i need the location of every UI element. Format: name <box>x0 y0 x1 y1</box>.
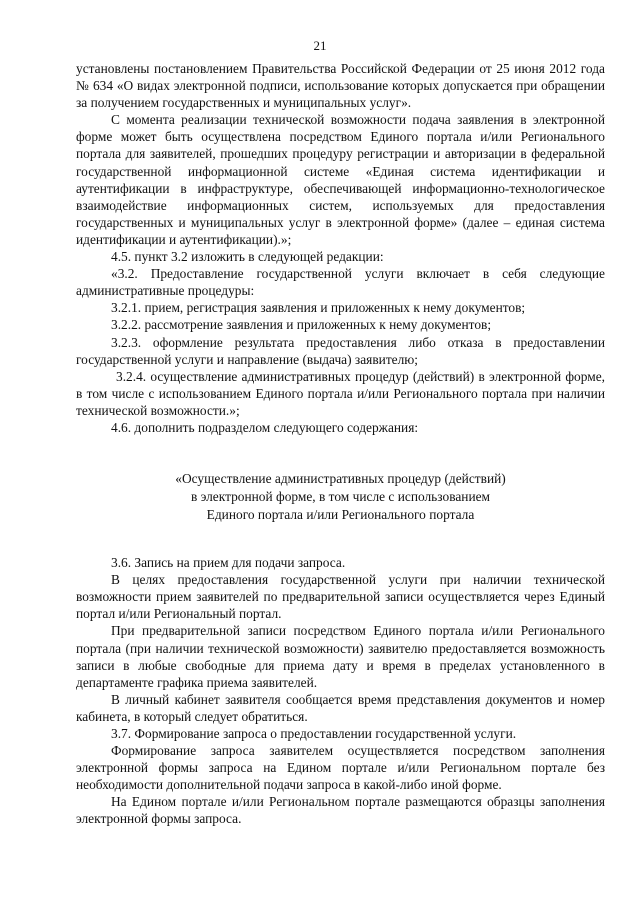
heading-line-3: Единого портала и/или Регионального портала <box>206 507 475 523</box>
paragraph-signature-law: установлены постановлением Правительства Российской Федерации от 25 июня 2012 года № 634 «О видах электронной подписи, использование которых допускается при обращении за получением государственных и муниципальных услуг». <box>76 61 605 111</box>
paragraph-form-samples: На Едином портале и/или Региональном портале размещаются образцы заполнения электронной формы запроса. <box>76 794 605 827</box>
paragraph-electronic-submission: С момента реализации технической возможности подача заявления в электронной форме может быть осуществлена посредством Единого портала и/или Регионального портала для заявителей, прошедших процедуру регистрации и авторизации в федеральной государственной информационной системе «Единая система идентификации и аутентификации в инфраструктуре, обеспечивающей информационно-технологическое взаимодействие информационных систем, используемых для предоставления государственных и муниципальных услуг в электронной форме» (далее – единая система идентификации и аутентификации).»; <box>76 112 605 247</box>
paragraph-item-3-6: 3.6. Запись на прием для подачи запроса. <box>111 555 346 571</box>
paragraph-item-3-2-2: 3.2.2. рассмотрение заявления и приложенных к нему документов; <box>111 317 492 333</box>
paragraph-item-3-2: «3.2. Предоставление государственной услуги включает в себя следующие административные процедуры: <box>76 266 605 299</box>
subsection-heading <box>76 470 605 524</box>
paragraph-item-3-2-4: 3.2.4. осуществление административных процедур (действий) в электронной форме, в том числе с использованием Единого портала и/или Регионального портала при наличии технической возможности.»; <box>76 368 605 418</box>
paragraph-request-forming: Формирование запроса заявителем осуществляется посредством заполнения электронной формы запроса на Едином портале и/или Региональном портале без необходимости дополнительной подачи запроса в какой-либо иной форме. <box>76 743 605 793</box>
document-body <box>76 60 605 828</box>
page-number: 21 <box>313 38 327 53</box>
heading-line-1: «Осуществление административных процедур (действий) <box>175 471 506 487</box>
paragraph-item-3-7: 3.7. Формирование запроса о предоставлении государственной услуги. <box>111 726 517 741</box>
paragraph-appointment-purpose: В целях предоставления государственной услуги при наличии технической возможности прием заявителей по предварительной записи осуществляется через Единый портал и/или Региональный портал. <box>76 572 605 622</box>
paragraph-item-4-6: 4.6. дополнить подразделом следующего содержания: <box>111 419 419 435</box>
paragraph-item-3-2-3: 3.2.3. оформление результата предоставления либо отказа в предоставлении государственной услуги и направление (выдача) заявителю; <box>76 334 605 367</box>
heading-line-2: в электронной форме, в том числе с использованием <box>190 489 491 505</box>
paragraph-item-4-5: 4.5. пункт 3.2 изложить в следующей редакции: <box>111 249 384 265</box>
paragraph-appointment-portal: При предварительной записи посредством Единого портала и/или Регионального портала (при наличии технической возможности) заявителю предоставляется возможность записи в любые свободные для приема дату и время в пределах установленного в департаменте графика приема заявителей. <box>76 623 605 690</box>
paragraph-item-3-2-1: 3.2.1. прием, регистрация заявления и приложенных к нему документов; <box>111 300 526 316</box>
paragraph-personal-account: В личный кабинет заявителя сообщается время представления документов и номер кабинета, в который следует обратиться. <box>76 691 605 724</box>
